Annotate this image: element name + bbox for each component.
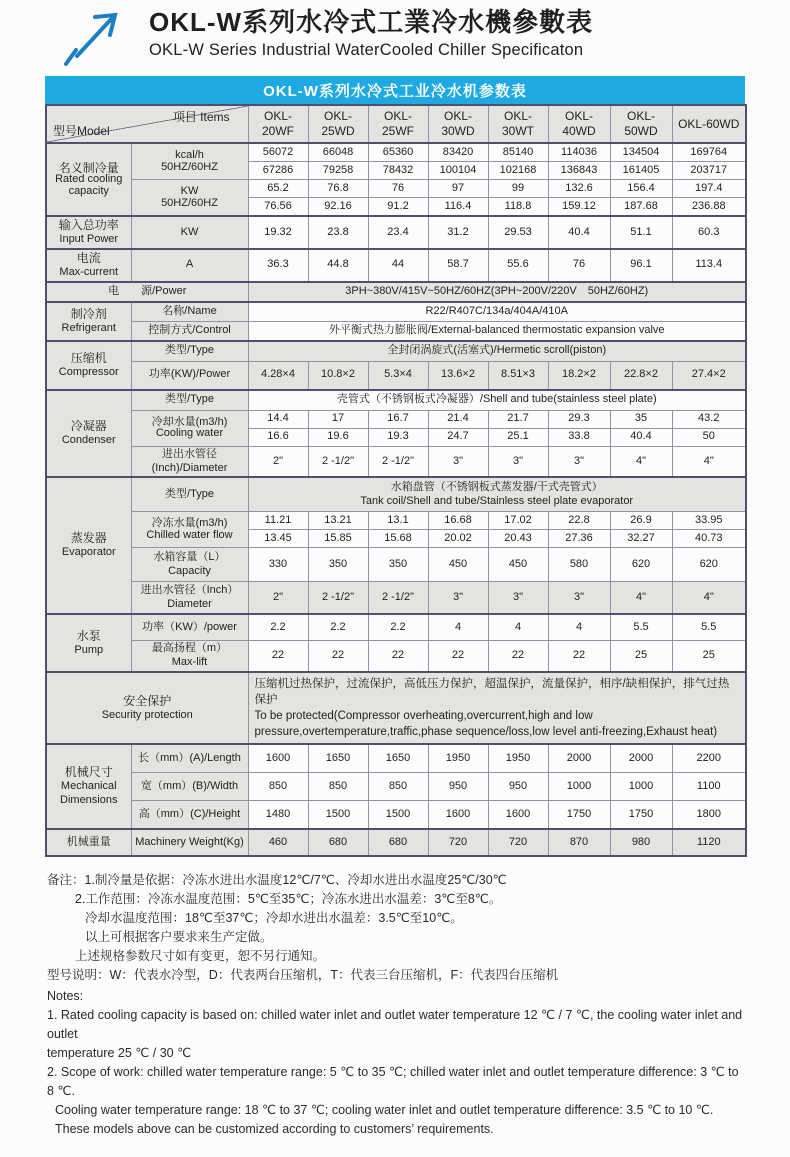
power-source-label: 电 源/Power — [46, 282, 248, 302]
spec-cell: 1650 — [368, 744, 428, 773]
spec-cell: 44.8 — [308, 249, 368, 282]
spec-cell: 23.4 — [368, 216, 428, 249]
spec-cell: 21.7 — [488, 410, 548, 428]
spec-cell: 2 -1/2" — [368, 446, 428, 477]
spec-cell: 15.85 — [308, 530, 368, 548]
spec-cell: 15.68 — [368, 530, 428, 548]
spec-cell: 5.3×4 — [368, 361, 428, 390]
spec-cell: 76.56 — [248, 198, 308, 217]
item-label: 类型/Type — [131, 390, 248, 411]
table-row — [46, 390, 746, 411]
spec-cell: 1500 — [368, 801, 428, 830]
item-line: Capacity — [168, 564, 211, 577]
section-label-refrigerant — [46, 302, 131, 341]
section-label-dimensions — [46, 744, 131, 829]
table-row — [46, 512, 746, 530]
spec-cell: 2 -1/2" — [368, 582, 428, 615]
item-line: 最高扬程（m） — [151, 642, 228, 655]
spec-cell: 350 — [368, 548, 428, 582]
item-label — [131, 446, 248, 477]
table-row-weight — [46, 829, 746, 856]
notes-zh — [47, 871, 745, 985]
table-row — [46, 773, 746, 801]
power-source-value: 3PH~380V/415V~50HZ/60HZ(3PH~200V/220V 50HZ/60HZ) — [248, 282, 746, 302]
section-label-zh: 机械尺寸 — [64, 765, 113, 780]
item-label: 高（mm）(C)/Height — [131, 801, 248, 830]
spec-cell: 1750 — [548, 801, 610, 830]
spec-cell: 91.2 — [368, 198, 428, 217]
spec-cell: 25.1 — [488, 428, 548, 446]
item-label — [131, 410, 248, 446]
title-block — [149, 6, 593, 60]
spec-cell: 136843 — [548, 162, 610, 180]
note-line: 型号说明：W：代表水冷型，D：代表两台压缩机，T：代表三台压缩机，F：代表四台压缩机 — [47, 968, 559, 983]
model-header: OKL-20WF — [248, 105, 308, 143]
model-header: OKL-50WD — [610, 105, 672, 143]
spec-cell: 156.4 — [610, 180, 672, 198]
spec-cell: 29.53 — [488, 216, 548, 249]
refrigerant-control-value: 外平衡式热力膨胀阀/External-balanced thermostatic expansion valve — [248, 321, 746, 341]
refrigerant-name-value: R22/R407C/134a/404A/410A — [248, 302, 746, 322]
spec-cell: 33.95 — [672, 512, 746, 530]
item-label: 宽（mm）(B)/Width — [131, 773, 248, 801]
spec-cell: 3" — [488, 446, 548, 477]
spec-cell: 78432 — [368, 162, 428, 180]
note-line: 备注：1.制冷量是依据：冷冻水进出水温度12℃/7℃、冷却水进出水温度25℃/30℃ — [47, 873, 507, 888]
section-label-zh: 名义制冷量 — [58, 160, 119, 175]
item-line: Diameter — [167, 597, 212, 610]
item-line: 50HZ/60HZ — [161, 196, 218, 209]
spec-cell: 2000 — [548, 744, 610, 773]
spec-cell: 22 — [248, 641, 308, 672]
model-header: OKL-25WF — [368, 105, 428, 143]
section-label-zh: 输入总功率 — [58, 218, 119, 232]
spec-cell: 1600 — [248, 744, 308, 773]
spec-cell: 18.2×2 — [548, 361, 610, 390]
spec-cell: 79258 — [308, 162, 368, 180]
section-label-en: Refrigerant — [61, 321, 116, 334]
note-line: 2. Scope of work: chilled water temperature range: 5 ℃ to 35 ℃; chilled water inlet and outlet temperature difference: 3 ℃ to 8 ℃. — [47, 1065, 739, 1099]
item-label — [131, 180, 248, 217]
spec-cell: 4" — [672, 446, 746, 477]
spec-cell: 870 — [548, 829, 610, 856]
spec-cell: 17.02 — [488, 512, 548, 530]
condenser-type-value: 壳管式（不锈钢板式冷凝器）/Shell and tube(stainless steel plate) — [248, 390, 746, 411]
spec-cell: 2" — [248, 582, 308, 615]
note-line: Notes: — [47, 989, 84, 1004]
spec-cell: 620 — [610, 548, 672, 582]
spec-cell: 16.7 — [368, 410, 428, 428]
spec-cell: 4" — [672, 582, 746, 615]
model-header: OKL-30WT — [488, 105, 548, 143]
spec-cell: 132.6 — [548, 180, 610, 198]
spec-cell: 43.2 — [672, 410, 746, 428]
page-subtitle: OKL-W Series Industrial WaterCooled Chiller Specificaton — [149, 40, 584, 59]
spec-cell: 22 — [428, 641, 488, 672]
spec-cell: 169764 — [672, 143, 746, 162]
section-label-en: Max-current — [59, 265, 119, 278]
spec-table — [45, 104, 747, 857]
section-label-en: Security protection — [101, 708, 193, 721]
spec-cell: 1000 — [548, 773, 610, 801]
spec-cell: 236.88 — [672, 198, 746, 217]
section-label-zh: 安全保护 — [123, 693, 172, 708]
spec-cell: 56072 — [248, 143, 308, 162]
spec-cell: 950 — [428, 773, 488, 801]
security-protection-value — [248, 672, 746, 744]
item-label — [131, 548, 248, 582]
spec-cell: 159.12 — [548, 198, 610, 217]
spec-cell: 13.45 — [248, 530, 308, 548]
spec-cell: 4 — [488, 614, 548, 641]
section-label-zh: 蒸发器 — [70, 531, 107, 546]
section-label-evaporator — [46, 477, 131, 614]
table-row-security — [46, 672, 746, 744]
spec-cell: 22 — [368, 641, 428, 672]
item-label: 功率(KW)/Power — [131, 361, 248, 390]
model-header: OKL-40WD — [548, 105, 610, 143]
table-row — [46, 341, 746, 362]
table-row — [46, 361, 746, 390]
spec-cell: 51.1 — [610, 216, 672, 249]
spec-cell: 2" — [248, 446, 308, 477]
spec-cell: 83420 — [428, 143, 488, 162]
spec-cell: 13.1 — [368, 512, 428, 530]
spec-cell: 36.3 — [248, 249, 308, 282]
spec-cell: 25 — [672, 641, 746, 672]
spec-cell: 3" — [488, 582, 548, 615]
note-line: 1. Rated cooling capacity is based on: chilled water inlet and outlet water temperature 12 ℃ / 7 ℃, the cooling water inlet and outlet — [47, 1008, 743, 1042]
spec-cell: 187.68 — [610, 198, 672, 217]
spec-cell: 22 — [548, 641, 610, 672]
item-label: Machinery Weight(Kg) — [131, 829, 248, 856]
item-label: 类型/Type — [131, 341, 248, 362]
section-label-zh: 水泵 — [76, 628, 101, 643]
item-line: 水箱容量（L） — [153, 551, 226, 563]
spec-cell: 11.21 — [248, 512, 308, 530]
spec-cell: 32.27 — [610, 530, 672, 548]
item-label — [131, 582, 248, 615]
spec-cell: 114036 — [548, 143, 610, 162]
spec-cell: 16.6 — [248, 428, 308, 446]
section-label-en: Rated cooling capacity — [55, 173, 123, 197]
spec-cell: 580 — [548, 548, 610, 582]
spec-cell: 2000 — [610, 744, 672, 773]
spec-cell: 118.8 — [488, 198, 548, 217]
table-row — [46, 548, 746, 582]
brand-arrow-logo-icon — [59, 6, 137, 66]
section-label-zh: 冷凝器 — [70, 419, 107, 434]
note-line: 2.工作范围：冷冻水温度范围：5℃至35℃；冷冻水进出水温差：3℃至8℃。 — [75, 892, 502, 907]
spec-cell: 13.6×2 — [428, 361, 488, 390]
item-label: 控制方式/Control — [131, 321, 248, 341]
spec-cell: 1000 — [610, 773, 672, 801]
evaporator-type-zh: 水箱盘管（不锈钢板式蒸发器/干式壳管式） — [390, 481, 603, 493]
spec-cell: 76.8 — [308, 180, 368, 198]
spec-cell: 96.1 — [610, 249, 672, 282]
spec-cell: 116.4 — [428, 198, 488, 217]
evaporator-type-value — [248, 477, 746, 512]
section-label-compressor — [46, 341, 131, 390]
spec-cell: 5.5 — [672, 614, 746, 641]
model-header: OKL-25WD — [308, 105, 368, 143]
note-line: These models above can be customized according to customers’ requirements. — [55, 1122, 494, 1137]
spec-cell: 2.2 — [248, 614, 308, 641]
spec-cell: 720 — [488, 829, 548, 856]
spec-cell: 40.4 — [548, 216, 610, 249]
section-label-en: Evaporator — [61, 546, 116, 559]
item-label: 功率（KW）/power — [131, 614, 248, 641]
page-title: OKL-W系列水冷式工業冷水機參數表 — [149, 7, 594, 37]
item-label — [131, 512, 248, 548]
spec-cell: 720 — [428, 829, 488, 856]
table-row — [46, 744, 746, 773]
spec-cell: 1950 — [488, 744, 548, 773]
spec-cell: 1950 — [428, 744, 488, 773]
section-label-en: Compressor — [58, 365, 119, 378]
spec-cell: 2 -1/2" — [308, 582, 368, 615]
item-label — [131, 143, 248, 180]
spec-cell: 31.2 — [428, 216, 488, 249]
spec-cell: 1500 — [308, 801, 368, 830]
section-label-en: Pump — [74, 643, 104, 656]
model-label: 型号Model — [53, 124, 110, 138]
spec-cell: 161405 — [610, 162, 672, 180]
spec-cell: 450 — [488, 548, 548, 582]
spec-cell: 76 — [548, 249, 610, 282]
spec-cell: 50 — [672, 428, 746, 446]
note-line: 上述规格参数尺寸如有变更，恕不另行通知。 — [75, 949, 326, 964]
spec-cell: 99 — [488, 180, 548, 198]
spec-cell: 19.6 — [308, 428, 368, 446]
evaporator-type-en: Tank coil/Shell and tube/Stainless steel plate evaporator — [360, 494, 634, 507]
spec-cell: 850 — [368, 773, 428, 801]
spec-cell: 4" — [610, 446, 672, 477]
spec-cell: 44 — [368, 249, 428, 282]
spec-cell: 22 — [488, 641, 548, 672]
item-line: 50HZ/60HZ — [161, 160, 218, 173]
spec-cell: 24.7 — [428, 428, 488, 446]
table-row — [46, 801, 746, 830]
item-line: KW — [180, 184, 199, 197]
table-row — [46, 614, 746, 641]
spec-cell: 3" — [428, 446, 488, 477]
section-label-zh: 电流 — [76, 250, 101, 265]
spec-cell: 29.3 — [548, 410, 610, 428]
section-label-pump — [46, 614, 131, 672]
items-label: 项目 Items — [172, 110, 230, 124]
spec-cell: 680 — [368, 829, 428, 856]
table-row — [46, 180, 746, 198]
table-row — [46, 143, 746, 162]
section-label-en: Condenser — [61, 434, 116, 447]
item-line: Max-lift — [171, 656, 208, 668]
spec-cell: 19.32 — [248, 216, 308, 249]
compressor-type-value: 全封闭涡旋式(活塞式)/Hermetic scroll(piston) — [248, 341, 746, 362]
table-header-row — [46, 105, 746, 143]
spec-cell: 14.4 — [248, 410, 308, 428]
spec-cell: 3" — [428, 582, 488, 615]
spec-cell: 5.5 — [610, 614, 672, 641]
spec-cell: 25 — [610, 641, 672, 672]
spec-cell: 97 — [428, 180, 488, 198]
spec-cell: 60.3 — [672, 216, 746, 249]
spec-cell: 113.4 — [672, 249, 746, 282]
spec-cell: 620 — [672, 548, 746, 582]
item-line: (Inch)/Diameter — [151, 461, 228, 474]
item-label — [131, 641, 248, 672]
spec-cell: 350 — [308, 548, 368, 582]
item-line: Chilled water flow — [146, 528, 233, 541]
notes-block — [45, 871, 745, 1139]
spec-cell: 17 — [308, 410, 368, 428]
item-line: Cooling water — [155, 427, 224, 440]
spec-cell: 67286 — [248, 162, 308, 180]
item-line: kcal/h — [175, 148, 204, 161]
item-label: 长（mm）(A)/Length — [131, 744, 248, 773]
section-label-zh: 制冷剂 — [70, 306, 107, 321]
spec-cell: 1120 — [672, 829, 746, 856]
notes-en — [47, 987, 745, 1139]
spec-cell: 55.6 — [488, 249, 548, 282]
spec-cell: 1750 — [610, 801, 672, 830]
spec-cell: 1100 — [672, 773, 746, 801]
item-label: 名称/Name — [131, 302, 248, 322]
item-label: A — [131, 249, 248, 282]
section-label-input-power — [46, 216, 131, 249]
table-row — [46, 216, 746, 249]
spec-cell: 40.73 — [672, 530, 746, 548]
spec-cell: 4" — [610, 582, 672, 615]
spec-cell: 850 — [248, 773, 308, 801]
item-line: 进出水管径（Inch） — [140, 584, 239, 596]
spec-cell: 4 — [428, 614, 488, 641]
spec-cell: 1600 — [428, 801, 488, 830]
item-line: 进出水管径 — [162, 447, 217, 460]
table-row — [46, 410, 746, 428]
spec-cell: 58.7 — [428, 249, 488, 282]
spec-cell: 20.02 — [428, 530, 488, 548]
security-text-zh: 压缩机过热保护，过流保护，高低压力保护，超温保护，流量保护，相序/缺相保护，排气过热保护 — [254, 677, 730, 706]
spec-cell: 1600 — [488, 801, 548, 830]
spec-cell: 20.43 — [488, 530, 548, 548]
spec-cell: 850 — [308, 773, 368, 801]
spec-cell: 2200 — [672, 744, 746, 773]
spec-cell: 16.68 — [428, 512, 488, 530]
security-protection-label — [46, 672, 248, 744]
spec-cell: 450 — [428, 548, 488, 582]
table-row — [46, 302, 746, 322]
section-label-rated-cooling — [46, 143, 131, 216]
spec-cell: 460 — [248, 829, 308, 856]
spec-cell: 102168 — [488, 162, 548, 180]
table-row — [46, 582, 746, 615]
spec-cell: 3" — [548, 446, 610, 477]
spec-cell: 197.4 — [672, 180, 746, 198]
spec-cell: 66048 — [308, 143, 368, 162]
spec-cell: 950 — [488, 773, 548, 801]
item-line: 冷却水量(m3/h) — [151, 415, 228, 428]
brand-header — [45, 6, 745, 66]
note-line: temperature 25 ℃ / 30 ℃ — [47, 1046, 192, 1061]
table-row — [46, 641, 746, 672]
security-text-en: To be protected(Compressor overheating,overcurrent,high and low pressure,overtemperature,traffic,phase sequence/loss,low level anti-freezing,Exhaust heat) — [254, 709, 718, 739]
note-line: Cooling water temperature range: 18 ℃ to 37 ℃; cooling water inlet and outlet temperature difference: 3.5 ℃ to 10 ℃. — [55, 1103, 714, 1118]
table-row-power — [46, 282, 746, 302]
spec-cell: 40.4 — [610, 428, 672, 446]
section-label-zh: 压缩机 — [70, 350, 107, 365]
table-title: OKL-W系列水冷式工业冷水机参数表 — [263, 82, 527, 100]
spec-cell: 92.16 — [308, 198, 368, 217]
spec-cell: 13.21 — [308, 512, 368, 530]
model-header: OKL-30WD — [428, 105, 488, 143]
spec-cell: 22 — [308, 641, 368, 672]
spec-cell: 980 — [610, 829, 672, 856]
section-label-max-current — [46, 249, 131, 282]
spec-cell: 2.2 — [308, 614, 368, 641]
spec-cell: 35 — [610, 410, 672, 428]
spec-cell: 19.3 — [368, 428, 428, 446]
spec-cell: 85140 — [488, 143, 548, 162]
item-line: 冷冻水量(m3/h) — [151, 517, 228, 530]
spec-cell: 22.8×2 — [610, 361, 672, 390]
spec-cell: 10.8×2 — [308, 361, 368, 390]
model-items-corner-cell — [46, 105, 248, 143]
spec-cell: 65.2 — [248, 180, 308, 198]
table-row — [46, 249, 746, 282]
spec-cell: 1480 — [248, 801, 308, 830]
spec-cell: 203717 — [672, 162, 746, 180]
section-label-en: Input Power — [59, 233, 119, 245]
table-title-bar — [45, 76, 745, 104]
spec-cell: 2.2 — [368, 614, 428, 641]
spec-cell: 100104 — [428, 162, 488, 180]
item-label: 类型/Type — [131, 477, 248, 512]
table-row — [46, 446, 746, 477]
spec-cell: 8.51×3 — [488, 361, 548, 390]
spec-cell: 680 — [308, 829, 368, 856]
spec-cell: 4.28×4 — [248, 361, 308, 390]
spec-cell: 1800 — [672, 801, 746, 830]
spec-cell: 76 — [368, 180, 428, 198]
spec-cell: 3" — [548, 582, 610, 615]
spec-cell: 22.8 — [548, 512, 610, 530]
table-row — [46, 321, 746, 341]
table-row — [46, 477, 746, 512]
spec-cell: 26.9 — [610, 512, 672, 530]
item-label: KW — [131, 216, 248, 249]
spec-cell: 27.36 — [548, 530, 610, 548]
spec-cell: 33.8 — [548, 428, 610, 446]
section-label-en: Mechanical Dimensions — [60, 780, 118, 807]
spec-cell: 65360 — [368, 143, 428, 162]
spec-cell: 27.4×2 — [672, 361, 746, 390]
note-line: 以上可根据客户要求来生产定做。 — [85, 930, 273, 945]
spec-cell: 1650 — [308, 744, 368, 773]
spec-cell: 23.8 — [308, 216, 368, 249]
spec-cell: 4 — [548, 614, 610, 641]
spec-cell: 134504 — [610, 143, 672, 162]
section-label-weight: 机械重量 — [46, 829, 131, 856]
spec-cell: 21.4 — [428, 410, 488, 428]
spec-cell: 330 — [248, 548, 308, 582]
spec-cell: 2 -1/2" — [308, 446, 368, 477]
model-header: OKL-60WD — [672, 105, 746, 143]
section-label-condenser — [46, 390, 131, 478]
note-line: 冷却水温度范围：18℃至37℃；冷却水进出水温差：3.5℃至10℃。 — [85, 911, 463, 926]
